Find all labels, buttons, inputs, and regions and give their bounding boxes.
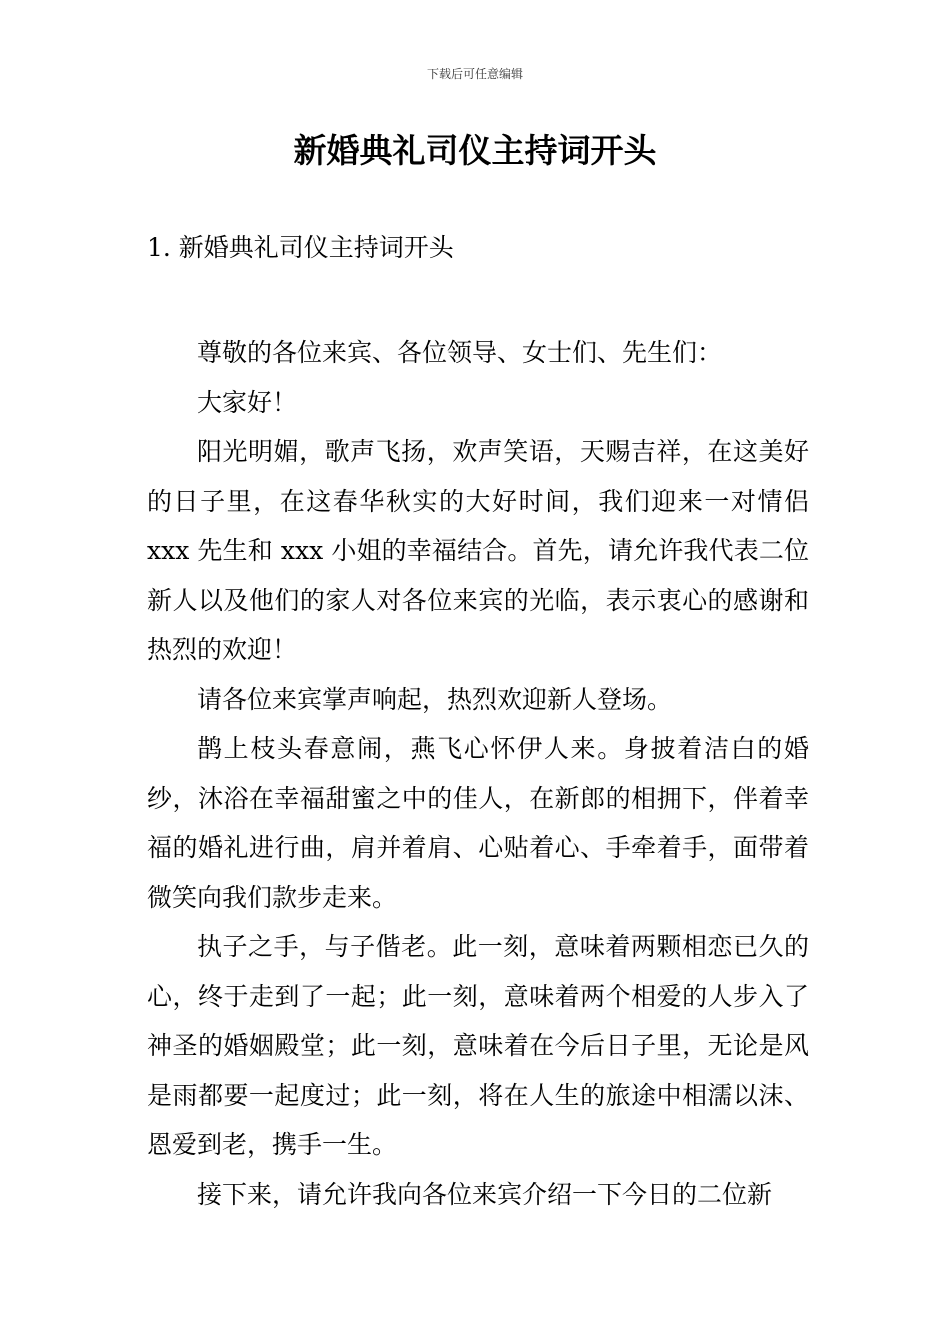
paragraph-vows: 执子之手，与子偕老。此一刻，意味着两颗相恋已久的心，终于走到了一起；此一刻，意味着两个相爱的人步入了神圣的婚姻殿堂；此一刻，意味着在今后日子里，无论是风是雨都要一起度过；此一刻，将在人生的旅途中相濡以沫、恩爱到老，携手一生。 <box>147 932 809 1159</box>
paragraph-hello: 大家好！ <box>197 387 298 417</box>
paragraph-applause: 请各位来宾掌声响起，热烈欢迎新人登场。 <box>197 684 673 714</box>
paragraph-welcome: 阳光明媚，歌声飞扬，欢声笑语，天赐吉祥，在这美好的日子里，在这春华秋实的大好时间，我们迎来一对情侣 xxx 先生和 xxx 小姐的幸福结合。首先，请允许我代表二位新人以及他们的家人对各位来宾的光临，表示衷心的感谢和热烈的欢迎！ <box>147 437 809 664</box>
paragraph-entrance: 鹊上枝头春意闹，燕飞心怀伊人来。身披着洁白的婚纱，沐浴在幸福甜蜜之中的佳人，在新郎的相拥下，伴着幸福的婚礼进行曲，肩并着肩、心贴着心、手牵着手，面带着微笑向我们款步走来。 <box>147 734 809 912</box>
document-title: 新婚典礼司仪主持词开头 <box>293 131 657 170</box>
paragraph-greeting: 尊敬的各位来宾、各位领导、女士们、先生们： <box>197 338 723 367</box>
section-heading: 1. 新婚典礼司仪主持词开头 <box>147 233 454 262</box>
paragraph-introduction: 接下来，请允许我向各位来宾介绍一下今日的二位新 <box>197 1179 773 1209</box>
body-text <box>147 328 809 1219</box>
header-note: 下载后可任意编辑 <box>426 67 523 81</box>
